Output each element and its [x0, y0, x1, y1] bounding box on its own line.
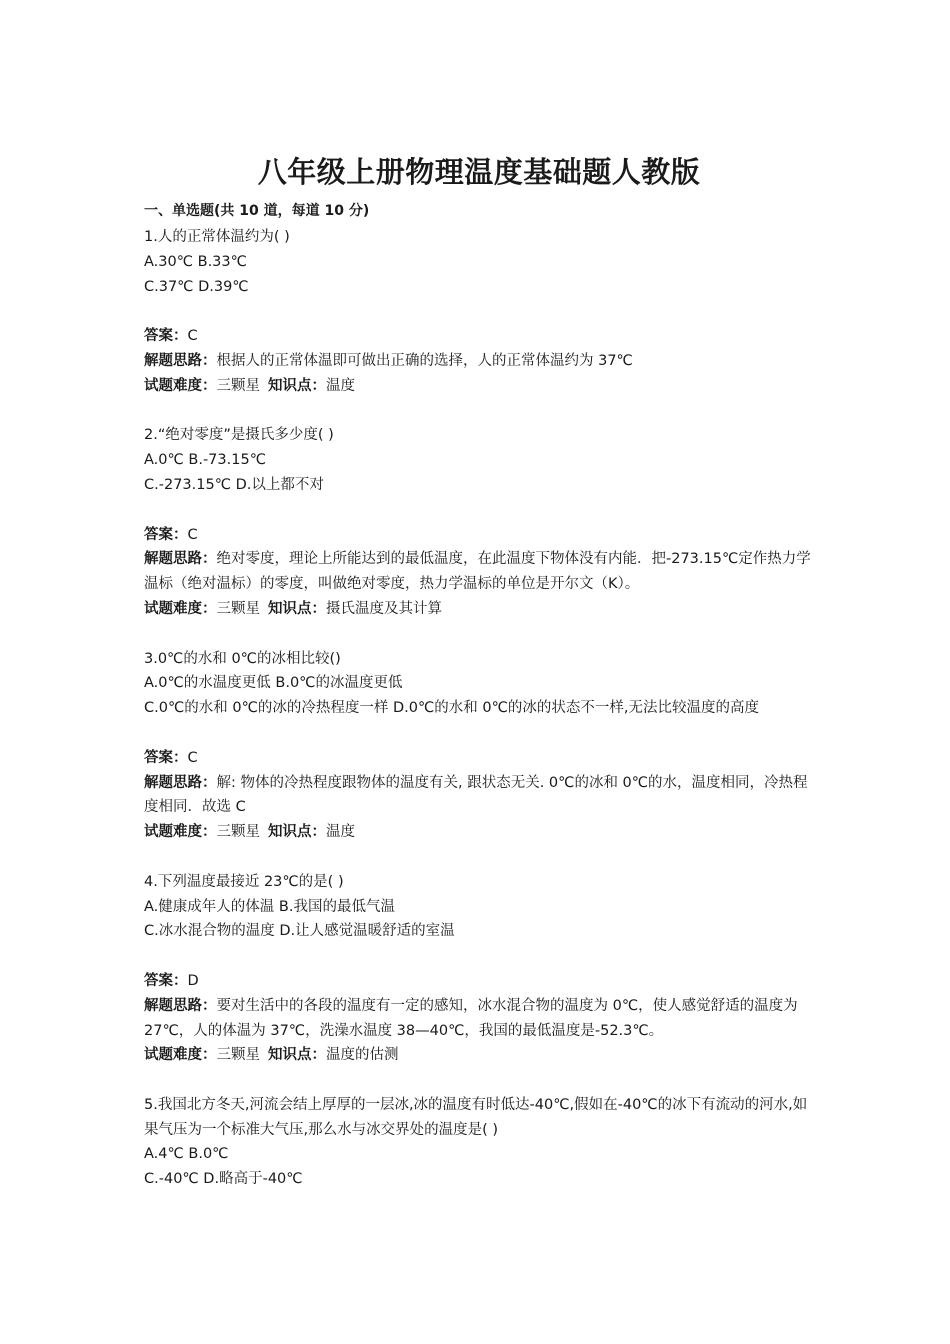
question-4 [144, 870, 814, 1093]
difficulty-value: 三颗星 [216, 824, 260, 841]
answer-label: 答案： [144, 526, 188, 543]
analysis-line [144, 994, 814, 1044]
question-options: A.0℃的水温度更低 B.0℃的冰温度更低 [144, 675, 403, 692]
question-options: C.0℃的水和 0℃的冰的冷热程度一样 D.0℃的水和 0℃的冰的状态不一样,无法比较温度的高度 [144, 700, 759, 717]
knowledge-label: 知识点： [268, 824, 326, 841]
answer-value: C [187, 328, 198, 345]
document-page [144, 150, 814, 1192]
question-3 [144, 647, 814, 870]
difficulty-value: 三颗星 [216, 377, 260, 394]
answer-value: D [187, 972, 199, 989]
question-options: C.-40℃ D.略高于-40℃ [144, 1171, 303, 1188]
answer-label: 答案： [144, 972, 188, 989]
analysis-line [144, 349, 814, 374]
meta-line [144, 374, 814, 399]
answer-line [144, 969, 814, 994]
question-stem: 4.下列温度最接近 23℃的是( ) [144, 873, 344, 890]
analysis-text: 要对生活中的各段的温度有一定的感知，冰水混合物的温度为 0℃，使人感觉舒适的温度为 27℃，人的体温为 37℃，洗澡水温度 38—40℃，我国的最低温度是-52.3℃。 [144, 997, 798, 1039]
question-options: A.0℃ B.-73.15℃ [144, 452, 266, 469]
question-options: A.30℃ B.33℃ [144, 253, 247, 270]
question-options: C.37℃ D.39℃ [144, 278, 249, 295]
question-2 [144, 423, 814, 646]
knowledge-label: 知识点： [268, 377, 326, 394]
answer-label: 答案： [144, 328, 188, 345]
question-1 [144, 225, 814, 423]
difficulty-label: 试题难度： [144, 824, 217, 841]
section-heading: 一、单选题(共 10 道，每道 10 分) [144, 203, 370, 219]
document-title: 八年级上册物理温度基础题人教版 [257, 155, 701, 189]
analysis-label: 解题思路： [144, 551, 217, 568]
question-stem: 2.“绝对零度”是摄氏多少度( ) [144, 427, 334, 444]
question-stem: 3.0℃的水和 0℃的冰相比较() [144, 650, 341, 667]
question-options: A.4℃ B.0℃ [144, 1146, 229, 1163]
knowledge-value: 摄氏温度及其计算 [326, 600, 442, 617]
analysis-label: 解题思路： [144, 997, 217, 1014]
question-stem: 1.人的正常体温约为( ) [144, 229, 290, 245]
difficulty-label: 试题难度： [144, 600, 217, 617]
knowledge-label: 知识点： [268, 1047, 326, 1064]
difficulty-value: 三颗星 [216, 1047, 260, 1064]
knowledge-value: 温度的估测 [326, 1047, 399, 1064]
analysis-label: 解题思路： [144, 352, 217, 369]
knowledge-value: 温度 [326, 377, 355, 394]
question-options: C.冰水混合物的温度 D.让人感觉温暖舒适的室温 [144, 923, 455, 940]
answer-value: C [187, 526, 198, 543]
knowledge-value: 温度 [326, 824, 355, 841]
answer-line [144, 324, 814, 349]
difficulty-label: 试题难度： [144, 1047, 217, 1064]
question-stem: 5.我国北方冬天,河流会结上厚厚的一层冰,冰的温度有时低达-40℃,假如在-40℃的冰下有流动的河水,如果气压为一个标准大气压,那么水与冰交界处的温度是( ) [144, 1096, 808, 1138]
meta-line [144, 1043, 814, 1068]
difficulty-label: 试题难度： [144, 377, 217, 394]
analysis-text: 根据人的正常体温即可做出正确的选择，人的正常体温约为 37℃ [216, 352, 633, 369]
question-options: C.-273.15℃ D.以上都不对 [144, 476, 324, 493]
analysis-label: 解题思路： [144, 774, 217, 791]
analysis-line [144, 547, 814, 597]
answer-line [144, 746, 814, 771]
answer-line [144, 523, 814, 548]
answer-value: C [187, 749, 198, 766]
analysis-text: 绝对零度，理论上所能达到的最低温度，在此温度下物体没有内能．把-273.15℃定作热力学温标（绝对温标）的零度，叫做绝对零度，热力学温标的单位是开尔文（K）。 [144, 551, 811, 593]
analysis-line [144, 771, 814, 821]
knowledge-label: 知识点： [268, 600, 326, 617]
question-options: A.健康成年人的体温 B.我国的最低气温 [144, 898, 395, 915]
meta-line [144, 820, 814, 845]
difficulty-value: 三颗星 [216, 600, 260, 617]
question-5 [144, 1093, 814, 1192]
answer-label: 答案： [144, 749, 188, 766]
meta-line [144, 597, 814, 622]
analysis-text: 解: 物体的冷热程度跟物体的温度有关, 跟状态无关. 0℃的冰和 0℃的水，温度相同，冷热程度相同．故选 C [144, 774, 808, 816]
